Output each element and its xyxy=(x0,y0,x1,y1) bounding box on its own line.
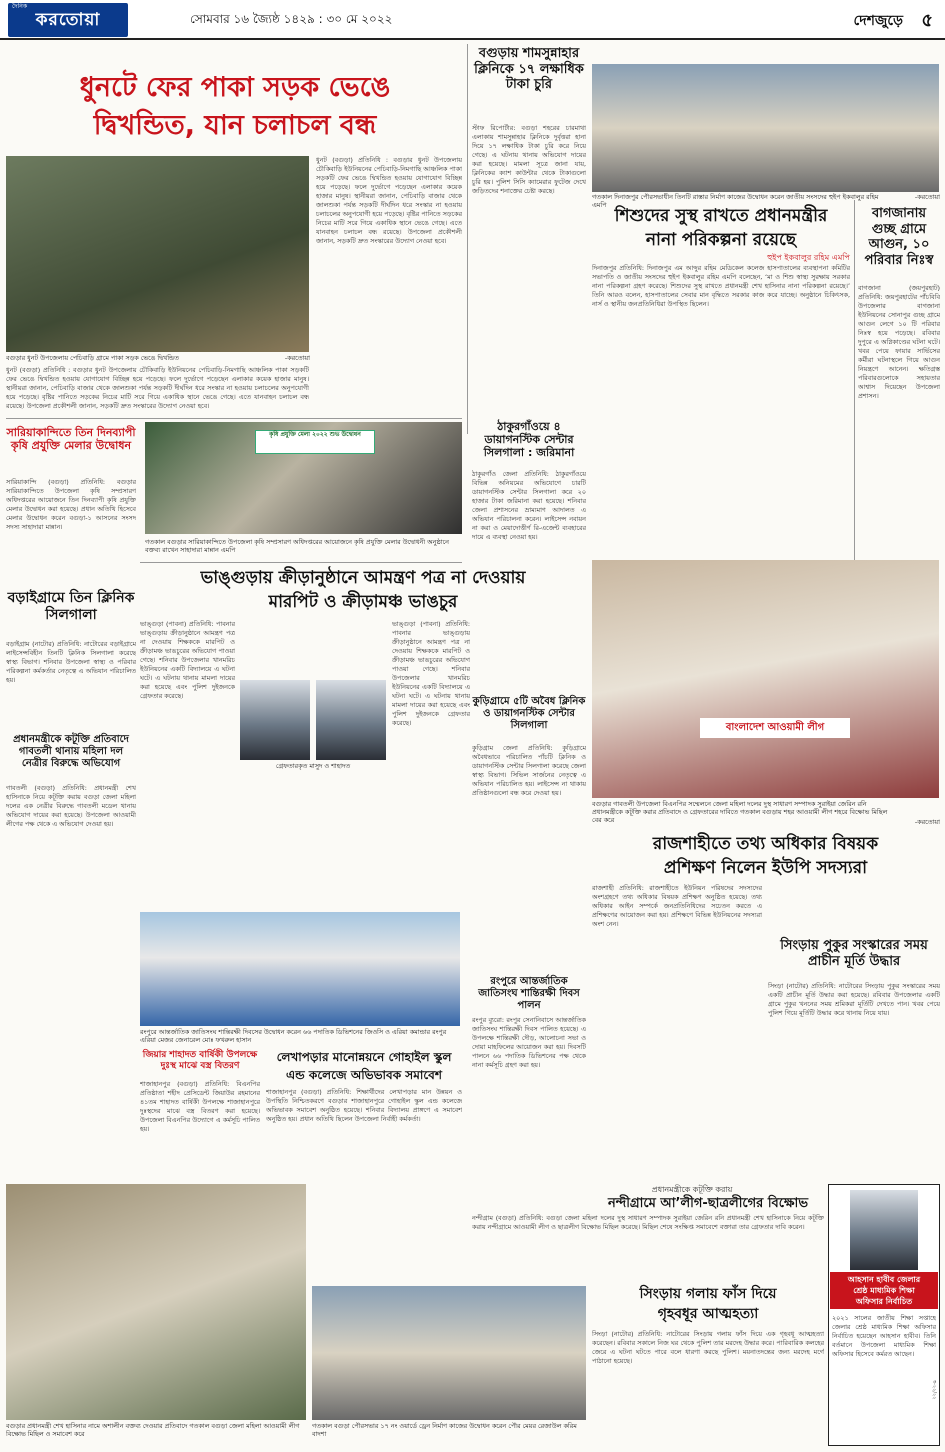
lead-headline-line2: দ্বিখন্ডিত, যান চলাচল বন্ধ xyxy=(93,110,377,141)
award-body: ২০২১ সালের জাতীয় শিক্ষা সপ্তাহে জেলার শ্রেষ্ঠ মাধ্যমিক শিক্ষা অফিসার নির্বাচিত হয়েছেন আহসান হাবীব। তিনি বর্তমানে উপজেলা মাধ্যমিক শিক্ষা অফিসার হিসেবে কর্মরত আছেন। xyxy=(832,1314,936,1358)
page-number: ৫ xyxy=(921,10,933,31)
thakurgaon-headline: ঠাকুরগাঁওয়ে ৪ ডায়াগনস্টিক সেন্টার সিলগালা : জরিমানা xyxy=(483,420,575,460)
kurigram-headline: কুড়িগ্রামে ৫টি অবৈধ ক্লিনিক ও ডায়াগনস্টিক সেন্টার সিলগালা xyxy=(472,696,586,731)
bogura-photo-caption: বগুড়ার গাবতলী উপজেলা বিএনপির সম্মেলনে জেলা মহিলা দলের দুস্থ সাধারণ সম্পাদক সুরাইয়া জেরিন রনি প্রধানমন্ত্রীকে কটূক্তি করার প্রতিবাদে ও গ্রেফতারের দাবিতে গতকাল বগুড়ায় শহর আওয়ামী লীগ শহরে বিক্ষোভ মিছিল বের করে xyxy=(592,800,888,824)
logo-prefix: দৈনিক xyxy=(12,3,28,10)
shamsunnahar-headline: বগুড়ায় শামসুন্নাহার ক্লিনিকে ১৭ লক্ষাধিক টাকা চুরি xyxy=(474,46,584,93)
rajshahi-body: রাজশাহী প্রতিনিধি: রাজশাহীতে ইউনিয়ন পরিষদের সদস্যদের অংশগ্রহণে তথ্য অধিকার বিষয়ক প্রশিক্ষণ অনুষ্ঠিত হয়েছে। তথ্য অধিকার আইন সম্পর্কে জনপ্রতিনিধিদের সচেতন করতে এ প্রশিক্ষণের আয়োজন করা হয়। প্রশিক্ষণে বিভিন্ন ইউনিয়নের সদস্যরা অংশ নেন। xyxy=(592,884,762,928)
bottom-photo-caption: বগুড়ার প্রধানমন্ত্রী শেখ হাসিনার নামে অশালীন বক্তব্য দেওয়ার প্রতিবাদে গতকাল বগুড়া জেলা মহিলা আওয়ামী লীগ বিক্ষোভ মিছিল ও সমাবেশ করে xyxy=(6,1422,300,1438)
accused-photo-1 xyxy=(240,680,310,760)
bhangura-headline-line1: ভাঙ্গুড়ায় ক্রীড়ানুষ্ঠানে আমন্ত্রণ পত্র না দেওয়ায় xyxy=(200,568,526,588)
bhangura-body-col1: ভাঙ্গুড়া (পাবনা) প্রতিনিধি: পাবনার ভাঙ্গুড়ায় ক্রীড়ানুষ্ঠানে আমন্ত্রণ পত্র না দেওয়ায় শিক্ষককে মারপিট ও ক্রীড়ামঞ্চ ভাঙচুরের অভিযোগ পাওয়া গেছে। শনিবার উপজেলার খানমরিচ ইউনিয়নের একটি বিদ্যালয়ে এ ঘটনা ঘটে। এ ঘটনায় থানায় মামলা দায়ের করা হয়েছে এবং পুলিশ দুইজনকে গ্রেফতার করেছে। xyxy=(140,620,235,700)
bottom-photo2-caption: গতকাল বগুড়া পৌরসভার ১৭ নং ওয়ার্ডে ড্রেন নির্মাণ কাজের উদ্বোধন করেন পৌর মেয়র রেজাউল করিম বাদশা xyxy=(312,1422,577,1438)
sariakandi-body: সারিয়াকান্দি (বগুড়া) প্রতিনিধি: বগুড়ার সারিয়াকান্দিতে উপজেলা কৃষি সম্প্রসারণ অধিদপ্তরের আয়োজনে তিন দিনব্যাপী কৃষি প্রযুক্তি মেলার উদ্বোধন করা হয়েছে। প্রধান অতিথি হিসেবে মেলার উদ্বোধন করেন বগুড়া-১ আসনের সংসদ সদস্য সাহাদারা মান্নান। xyxy=(6,478,136,531)
column-rule xyxy=(467,44,468,434)
shishu-byline: হুইপ ইকবালুর রহিম এমপি xyxy=(767,253,850,262)
awami-league-protest-photo xyxy=(592,560,939,798)
accused-photo-2 xyxy=(316,680,386,760)
top-photo-credit: -করতোয়া xyxy=(914,193,940,201)
masthead xyxy=(0,0,945,40)
gabtali-body: গাবতলী (বগুড়া) প্রতিনিধি: প্রধানমন্ত্রী শেখ হাসিনাকে নিয়ে কটূক্তি করায় বগুড়া জেলা মহিলা দলের এক নেত্রীর বিরুদ্ধে গাবতলী মডেল থানায় অভিযোগ দায়ের করা হয়েছে। উপজেলা আওয়ামী লীগের পক্ষ থেকে এ অভিযোগ দেওয়া হয়। xyxy=(6,784,136,828)
bogura-photo-credit: -করতোয়া xyxy=(914,818,940,826)
drain-construction-photo xyxy=(312,1286,586,1420)
peacekeepers-photo-caption: রংপুরে আন্তর্জাতিক জাতিসংঘ শান্তিরক্ষী দিবসের উদ্বোধন করেন ৬৬ পদাতিক ডিভিশনের জিওসি ও এরিয়া কমান্ডার রংপুর এরিয়া মেজর জেনারেল মোঃ ফখরুল হাসান xyxy=(140,1028,447,1044)
gohail-body: শাজাহানপুর (বগুড়া) প্রতিনিধি: শিক্ষার্থীদের লেখাপড়ার মান উন্নয়ন ও উপস্থিতি নিশ্চিতকরণে বগুড়ার শাজাহানপুরে গোহাইল স্কুল এন্ড কলেজে অভিভাবক সমাবেশ অনুষ্ঠিত হয়েছে। শনিবার বিদ্যালয় প্রাঙ্গণে এ সমাবেশ অনুষ্ঠিত হয়। প্রধান অতিথি ছিলেন উপজেলা নির্বাহী কর্মকর্তা। xyxy=(266,1088,462,1123)
singra-murti-body: সিংড়া (নাটোর) প্রতিনিধি: নাটোরের সিংড়ায় পুকুর সংস্কারের সময় একটি প্রাচীন মূর্তি উদ্ধার করা হয়েছে। রবিবার উপজেলার একটি গ্রামে পুকুর খননের সময় শ্রমিকরা মূর্তিটি দেখতে পান। খবর পেয়ে পুলিশ গিয়ে মূর্তিটি উদ্ধার করে থানায় নিয়ে যায়। xyxy=(768,982,940,1017)
awami-league-banner: বাংলাদেশ আওয়ামী লীগ xyxy=(700,718,850,738)
ahsan-habib-portrait xyxy=(850,1190,918,1270)
award-title-line2: অফিসার নির্বাচিত xyxy=(855,1297,913,1306)
nandigram-kicker: প্রধানমন্ত্রীকে কটূক্তি করায় xyxy=(651,1185,733,1194)
newspaper-logo: করতোয়া xyxy=(8,3,128,37)
lead-photo-caption: বগুড়ার ধুনট উপজেলায় পেচিবাড়ি গ্রামে পাকা সড়ক ভেঙে দ্বিখন্ডিত xyxy=(6,354,179,362)
lead-photo-credit: -করতোয়া xyxy=(284,354,310,362)
baraigram-headline: বড়াইগ্রামে তিন ক্লিনিক সিলগালা xyxy=(7,590,135,623)
bhangura-body-col2: ভাঙ্গুড়া (পাবনা) প্রতিনিধি: পাবনার ভাঙ্গুড়ায় ক্রীড়ানুষ্ঠানে আমন্ত্রণ পত্র না দেওয়ায় শিক্ষককে মারপিট ও ক্রীড়ামঞ্চ ভাঙচুরের অভিযোগ পাওয়া গেছে। শনিবার উপজেলার খানমরিচ ইউনিয়নের একটি বিদ্যালয়ে এ ঘটনা ঘটে। এ ঘটনায় থানায় মামলা দায়ের করা হয়েছে এবং পুলিশ দুইজনকে গ্রেফতার করেছে। xyxy=(392,620,470,727)
lead-body: ধুনট (বগুড়া) প্রতিনিধি : বগুড়ার ধুনট উপজেলায় চৌকিবাড়ি ইউনিয়নের পেচিবাড়ি-নিমগাছি আঞ্চলিক পাকা সড়কটি ফের ভেঙে দ্বিখন্ডিত হওয়ায় যোগাযোগ বিচ্ছিন্ন হয়ে পড়েছে। ফলে দুর্ভোগে পড়েছেন এলাকার কয়েক হাজার মানুষ। স্থানীয়রা জানান, পেচিবাড়ি বাজার থেকে জালশুকা পর্যন্ত সড়কটি দীর্ঘদিন ধরে সংস্কার না হওয়ায় চলাচলের অনুপযোগী হয়ে পড়েছে। বৃষ্টির পানিতে সড়কের নিচের মাটি সরে গিয়ে একাধিক স্থানে ভেঙে গেছে। এতে যানবাহন চলাচল বন্ধ রয়েছে। উপজেলা প্রকৌশলী জানান, সড়কটি দ্রুত সংস্কারের উদ্যোগ নেওয়া হবে। xyxy=(316,156,462,245)
section-rule xyxy=(140,562,462,563)
gohail-headline-line1: লেখাপড়ার মানোন্নয়নে গোহাইল স্কুল xyxy=(276,1050,452,1064)
baraigram-body: বড়াইগ্রাম (নাটোর) প্রতিনিধি: নাটোরের বড়াইগ্রামে লাইসেন্সবিহীন তিনটি ক্লিনিক সিলগালা করেছে স্বাস্থ্য বিভাগ। শনিবার উপজেলা স্বাস্থ্য ও পরিবার পরিকল্পনা কর্মকর্তার নেতৃত্বে এ অভিযান পরিচালিত হয়। xyxy=(6,640,136,684)
singra-suicide-headline-line1: সিংড়ায় গলায় ফাঁস দিয়ে xyxy=(639,1286,777,1302)
issue-date: সোমবার ১৬ জ্যৈষ্ঠ ১৪২৯ : ৩০ মে ২০২২ xyxy=(190,12,393,26)
road-collapse-photo xyxy=(6,156,309,352)
column-rule xyxy=(854,200,855,560)
gohail-headline-line2: এন্ড কলেজে অভিভাবক সমাবেশ xyxy=(286,1068,442,1082)
kurigram-body: কুড়িগ্রাম জেলা প্রতিনিধি: কুড়িগ্রামে অবৈধভাবে পরিচালিত পাঁচটি ক্লিনিক ও ডায়াগনস্টিক সেন্টার সিলগালা করেছে জেলা স্বাস্থ্য বিভাগ। সিভিল সার্জনের নেতৃত্বে এ অভিযান পরিচালিত হয়। লাইসেন্স না থাকায় প্রতিষ্ঠানগুলো বন্ধ করে দেওয়া হয়। xyxy=(472,744,586,797)
rangpur-headline: রংপুরে আন্তর্জাতিক জাতিসংঘ শান্তিরক্ষী দিবস পালন xyxy=(478,976,580,1011)
shahadat-headline: জিয়ার শাহাদত বার্ষিকী উপলক্ষে দুঃস্থ মাঝে বস্ত্র বিতরণ xyxy=(142,1050,258,1071)
bhangura-photo-caption: গ্রেফতারকৃত মাসুদ ও শাহাদত xyxy=(275,762,351,770)
shahadat-body: শাজাহানপুর (বগুড়া) প্রতিনিধি: বিএনপির প্রতিষ্ঠাতা শহীদ প্রেসিডেন্ট জিয়াউর রহমানের ৪১তম শাহাদত বার্ষিকী উপলক্ষে শাজাহানপুরে দুঃস্থদের মাঝে বস্ত্র বিতরণ করা হয়েছে। উপজেলা বিএনপির উদ্যোগে এ কর্মসূচি পালিত হয়। xyxy=(140,1080,260,1133)
award-title-line1: শ্রেষ্ঠ মাধ্যমিক শিক্ষা xyxy=(853,1286,915,1295)
award-title-block xyxy=(830,1272,938,1309)
lead-headline-line1: ধুনটে ফের পাকা সড়ক ভেঙে xyxy=(79,72,391,103)
singra-murti-headline: সিংড়ায় পুকুর সংস্কারের সময় প্রাচীন মূর্তি উদ্ধার xyxy=(780,938,928,969)
shamsunnahar-body: স্টাফ রিপোর্টার: বগুড়া শহরের চারমাথা এলাকায় শামসুন্নাহার ক্লিনিকে দুর্বৃত্তরা হানা দিয়ে ১৭ লক্ষাধিক টাকা চুরি করে নিয়ে গেছে। এ ঘটনায় থানায় অভিযোগ দায়ের করা হয়েছে। মামলা সূত্রে জানা যায়, ক্লিনিকের ক্যাশ কাউন্টার থেকে টাকাগুলো চুরি হয়। পুলিশ সিসি ক্যামেরার ফুটেজ দেখে জড়িতদের শনাক্তের চেষ্টা করছে। xyxy=(472,124,586,195)
peacekeepers-day-photo xyxy=(140,912,460,1026)
page-code: স্ব-২২/২২ xyxy=(931,1380,937,1400)
krishi-mela-banner: কৃষি প্রযুক্তি মেলা ২০২২ শুভ উদ্বোধন xyxy=(255,430,375,454)
sariakandi-photo-caption: গতকাল বগুড়ার সারিয়াকান্দিতে উপজেলা কৃষি সম্প্রসারণ অধিদপ্তরের আয়োজনে কৃষি প্রযুক্তি মেলার উদ্বোধনী অনুষ্ঠানে বক্তব্য রাখেন সাহাদারা মান্নান এমপি xyxy=(145,538,449,554)
rangpur-body: রংপুর ব্যুরো: রংপুর সেনানিবাসে আন্তর্জাতিক জাতিসংঘ শান্তিরক্ষী দিবস পালিত হয়েছে। এ উপলক্ষে শান্তিরক্ষী দৌড়, আলোচনা সভা ও দোয়া মাহফিলের আয়োজন করা হয়। দিবসটি পালনে ৬৬ পদাতিক ডিভিশনের পক্ষ থেকে নানা কর্মসূচি গ্রহণ করা হয়। xyxy=(472,1016,586,1069)
shishu-headline-line2: নানা পরিকল্পনা রয়েছে xyxy=(645,230,797,250)
singra-suicide-headline-line2: গৃহবধূর আত্মহত্যা xyxy=(657,1306,759,1322)
dinajpur-inauguration-photo xyxy=(592,64,939,192)
lead-body-lower: ধুনট (বগুড়া) প্রতিনিধি : বগুড়ার ধুনট উপজেলায় চৌকিবাড়ি ইউনিয়নের পেচিবাড়ি-নিমগাছি আঞ্চলিক পাকা সড়কটি ফের ভেঙে দ্বিখন্ডিত হওয়ায় যোগাযোগ বিচ্ছিন্ন হয়ে পড়েছে। ফলে দুর্ভোগে পড়েছেন এলাকার কয়েক হাজার মানুষ। স্থানীয়রা জানান, পেচিবাড়ি বাজার থেকে জালশুকা পর্যন্ত সড়কটি দীর্ঘদিন ধরে সংস্কার না হওয়ায় চলাচলের অনুপযোগী হয়ে পড়েছে। বৃষ্টির পানিতে সড়কের নিচের মাটি সরে গিয়ে একাধিক স্থানে ভেঙে গেছে। এতে যানবাহন চলাচল বন্ধ রয়েছে। উপজেলা প্রকৌশলী জানান, সড়কটি দ্রুত সংস্কারের উদ্যোগ নেওয়া হবে। xyxy=(6,366,309,410)
rajshahi-headline-line1: রাজশাহীতে তথ্য অধিকার বিষয়ক xyxy=(652,834,879,854)
gabtali-headline: প্রধানমন্ত্রীকে কটূক্তি প্রতিবাদে গাবতলী থানায় মহিলা দল নেত্রীর বিরুদ্ধে অভিযোগ xyxy=(13,734,129,769)
nandigram-headline: নন্দীগ্রামে আ’লীগ-ছাত্রলীগের বিক্ষোভ xyxy=(608,1196,808,1211)
bagjana-headline: বাগজানায় গুচ্ছ গ্রামে আগুন, ১০ পরিবার নিঃস্ব xyxy=(864,206,934,268)
shishu-body: দিনাজপুর প্রতিনিধি: দিনাজপুর এম আব্দুর রহিম মেডিকেল কলেজ হাসপাতালের ব্যবস্থাপনা কমিটির সভাপতি ও জাতীয় সংসদের হুইপ ইকবালুর রহিম এমপি বলেছেন, ‘মা ও শিশু স্বাস্থ্য সুরক্ষায় সরকার নানা পরিকল্পনা গ্রহণ করেছে। শিশুদের সুস্থ রাখতে প্রধানমন্ত্রী শেখ হাসিনার নানা পরিকল্পনা রয়েছে।’ তিনি আরও বলেন, হাসপাতালের সেবার মান বৃদ্ধিতে সরকার কাজ করে যাচ্ছে। অনুষ্ঠানে চিকিৎসক, নার্স ও স্থানীয় জনপ্রতিনিধিরা উপস্থিত ছিলেন। xyxy=(592,264,850,308)
women-awami-league-photo xyxy=(6,1184,306,1420)
section-rule xyxy=(6,418,462,419)
thakurgaon-body: ঠাকুরগাঁও জেলা প্রতিনিধি: ঠাকুরগাঁওয়ে বিভিন্ন অনিয়মের অভিযোগে চারটি ডায়াগনস্টিক সেন্টার সিলগালা করে ২০ হাজার টাকা জরিমানা করা হয়েছে। শনিবার জেলা প্রশাসনের ভ্রাম্যমাণ আদালত এ অভিযান পরিচালনা করেন। লাইসেন্স নবায়ন না করা ও মেয়াদোত্তীর্ণ রি-এজেন্ট ব্যবহারের দায়ে এ ব্যবস্থা নেওয়া হয়। xyxy=(472,470,586,541)
award-name-line: আহসান হাবীব জেলার xyxy=(847,1275,921,1284)
top-photo-caption: গতকাল দিনাজপুর পৌরসভাধীন তিনটি রাস্তার নির্মাণ কাজের উদ্বোধন করেন জাতীয় সংসদের হুইপ ইকবালুর রহিম এমপি xyxy=(592,193,879,209)
nandigram-body: নন্দীগ্রাম (বগুড়া) প্রতিনিধি: বগুড়া জেলা মহিলা দলের দুস্থ সাধারণ সম্পাদক সুরাইয়া জেরিন রনি প্রধানমন্ত্রী শেখ হাসিনাকে নিয়ে কটূক্তি করায় নন্দীগ্রামে আওয়ামী লীগ ও ছাত্রলীগ বিক্ষোভ মিছিল করেছে। মিছিল শেষে সংক্ষিপ্ত সমাবেশে বক্তারা তার গ্রেফতার দাবি করেন। xyxy=(472,1214,824,1231)
bhangura-headline-line2: মারপিট ও ক্রীড়ামঞ্চ ভাঙচুর xyxy=(268,592,458,612)
sariakandi-headline: সারিয়াকান্দিতে তিন দিনব্যাপী কৃষি প্রযুক্তি মেলার উদ্বোধন xyxy=(6,426,136,453)
shishu-headline-line1: শিশুদের সুস্থ রাখতে প্রধানমন্ত্রীর xyxy=(614,206,828,226)
bagjana-body: বাগজানা (জয়পুরহাট) প্রতিনিধি: জয়পুরহাটের পাঁচবিবি উপজেলার বাগজানা ইউনিয়নের সোনাপুর গুচ্ছ গ্রামে আগুন লেগে ১০ টি পরিবার নিঃস্ব হয়ে পড়েছে। রবিবার দুপুরে এ অগ্নিকাণ্ডের ঘটনা ঘটে। খবর পেয়ে ফায়ার সার্ভিসের কর্মীরা ঘটনাস্থলে গিয়ে আগুন নিয়ন্ত্রণে আনেন। ক্ষতিগ্রস্ত পরিবারগুলোকে সহায়তার আশ্বাস দিয়েছেন উপজেলা প্রশাসন। xyxy=(858,284,940,400)
singra-suicide-body: সিংড়া (নাটোর) প্রতিনিধি: নাটোরের সিংড়ায় গলায় ফাঁস দিয়ে এক গৃহবধূ আত্মহত্যা করেছেন। রবিবার সকালে নিজ ঘর থেকে পুলিশ তার মরদেহ উদ্ধার করে। পারিবারিক কলহের জেরে এ ঘটনা ঘটতে পারে বলে ধারণা করছে পুলিশ। ময়নাতদন্তের জন্য মরদেহ মর্গে পাঠানো হয়েছে। xyxy=(592,1330,824,1365)
rajshahi-headline-line2: প্রশিক্ষণ নিলেন ইউপি সদস্যরা xyxy=(663,858,868,878)
section-name: দেশজুড়ে xyxy=(853,13,903,29)
